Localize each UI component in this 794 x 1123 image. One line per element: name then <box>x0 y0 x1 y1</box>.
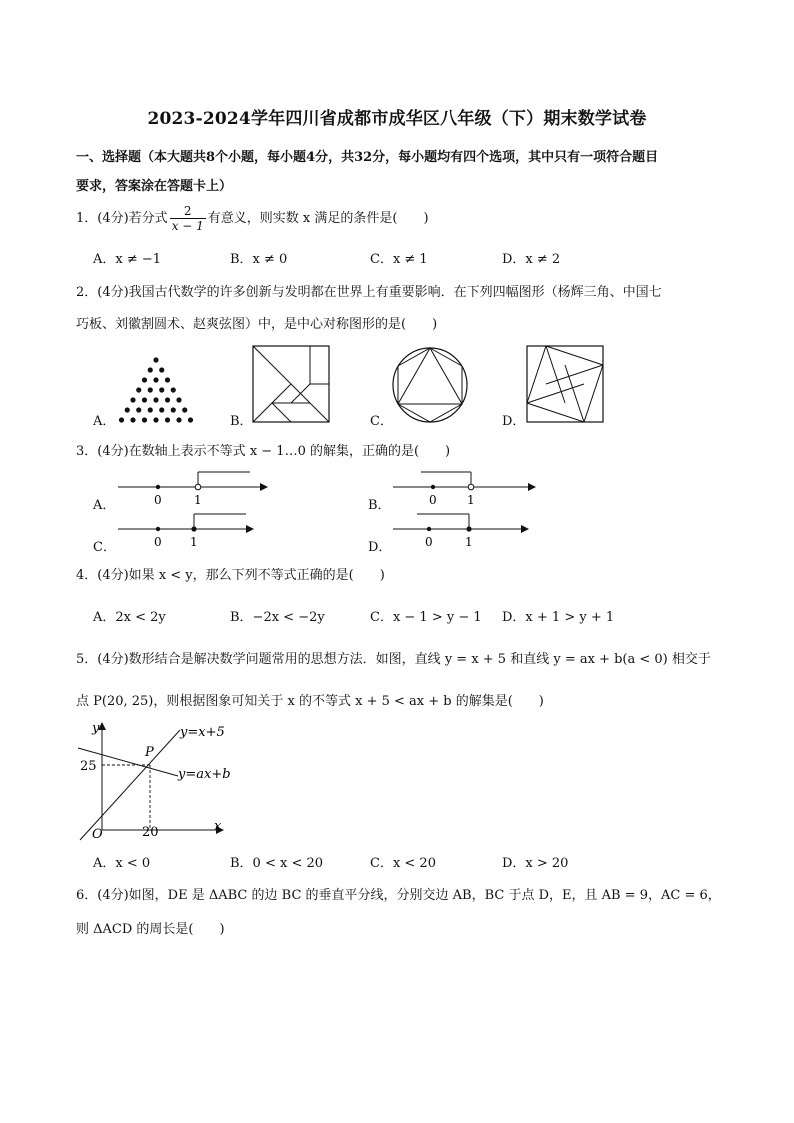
triangle-dot <box>159 407 164 412</box>
triangle-dot <box>165 417 170 422</box>
triangle-dot <box>148 407 153 412</box>
section-heading-line1: 一、选择题（本大题共8个小题，每小题4分，共32分，每小题均有四个选项，其中只有一项符合题目 <box>76 150 659 165</box>
triangle-dot <box>153 377 158 382</box>
q4-option-a: A．2x < 2y <box>93 610 166 625</box>
line2-label: y=ax+b <box>178 767 231 782</box>
triangle-dot <box>130 397 135 402</box>
triangle-dot <box>130 417 135 422</box>
triangle-dot <box>176 417 181 422</box>
yang-hui-triangle-figure <box>116 355 206 425</box>
q4-option-c: C．x − 1 > y − 1 <box>370 610 482 625</box>
triangle-dot <box>148 387 153 392</box>
y-axis-label: y <box>92 721 100 736</box>
q1-suffix: 有意义，则实数 x 满足的条件是( ) <box>207 211 429 226</box>
zhao-shuang-figure <box>526 345 604 423</box>
q5-graph <box>76 718 246 842</box>
q5-option-a: A．x < 0 <box>93 856 151 871</box>
q3-label-c: C． <box>93 540 116 555</box>
q1-prefix: 1．(4分)若分式 <box>76 211 168 226</box>
tick-label-0: 0 <box>154 493 162 507</box>
triangle-dot <box>153 357 158 362</box>
q3-label-b: B． <box>368 498 391 513</box>
tick-label-1: 1 <box>465 535 473 549</box>
page-title: 2023-2024学年四川省成都市成华区八年级（下）期末数学试卷 <box>147 109 647 129</box>
q3-label-a: A． <box>93 498 116 513</box>
origin-label: O <box>92 827 103 842</box>
triangle-dot <box>148 367 153 372</box>
question-6-line1: 6．(4分)如图，DE 是 ΔABC 的边 BC 的垂直平分线，分别交边 AB，BC 于点 D，E，且 AB = 9，AC = 6， <box>76 888 721 903</box>
number-line-a <box>118 468 268 508</box>
q1-fraction <box>170 204 206 233</box>
q1-frac-den: x − 1 <box>171 219 204 233</box>
triangle-dot <box>142 417 147 422</box>
q5-option-b: B．0 < x < 20 <box>230 856 324 871</box>
question-3: 3．(4分)在数轴上表示不等式 x − 1…0 的解集，正确的是( ) <box>76 444 451 459</box>
q2-label-c: C． <box>370 414 393 429</box>
q5-option-d: D．x > 20 <box>502 856 569 871</box>
number-line-b <box>393 468 538 508</box>
triangle-dot <box>153 417 158 422</box>
q5-option-c: C．x < 20 <box>370 856 436 871</box>
tick-label-1: 1 <box>190 535 198 549</box>
question-5-line2: 点 P(20, 25)，则根据图象可知关于 x 的不等式 x + 5 < ax + b 的解集是( ) <box>76 694 544 709</box>
y-tick-25: 25 <box>80 759 97 774</box>
tangram-figure <box>252 345 330 423</box>
question-1 <box>76 204 429 233</box>
triangle-dot <box>153 397 158 402</box>
question-2-line1: 2．(4分)我国古代数学的许多创新与发明都在世界上有重要影响．在下列四幅图形（杨辉三角、中国七 <box>76 285 662 300</box>
triangle-dot <box>159 367 164 372</box>
triangle-dot <box>142 397 147 402</box>
tick-label-1: 1 <box>194 493 202 507</box>
q3-label-d: D． <box>368 540 392 555</box>
q1-option-c: C．x ≠ 1 <box>370 252 428 267</box>
question-6-line2: 则 ΔACD 的周长是( ) <box>76 922 225 937</box>
triangle-dot <box>125 407 130 412</box>
tick-label-1: 1 <box>467 493 475 507</box>
q1-option-a: A．x ≠ −1 <box>93 252 162 267</box>
q4-option-b: B．−2x < −2y <box>230 610 325 625</box>
triangle-dot <box>165 397 170 402</box>
triangle-dot <box>159 387 164 392</box>
triangle-dot <box>136 407 141 412</box>
q4-option-d: D．x + 1 > y + 1 <box>502 610 615 625</box>
question-5-line1: 5．(4分)数形结合是解决数学问题常用的思想方法．如图，直线 y = x + 5 和直线 y = ax + b(a < 0) 相交于 <box>76 652 711 667</box>
triangle-dot <box>165 377 170 382</box>
q2-label-b: B． <box>230 414 253 429</box>
x-tick-20: 20 <box>142 825 159 840</box>
circle-cutting-figure <box>390 345 470 425</box>
number-line-d <box>393 510 538 550</box>
triangle-dot <box>136 387 141 392</box>
number-line-c <box>118 510 263 550</box>
triangle-dot <box>176 397 181 402</box>
triangle-dot <box>171 387 176 392</box>
line1-label: y=x+5 <box>180 725 225 740</box>
triangle-dot <box>119 417 124 422</box>
tick-label-0: 0 <box>425 535 433 549</box>
q2-label-a: A． <box>93 414 116 429</box>
tick-label-0: 0 <box>429 493 437 507</box>
tick-label-0: 0 <box>154 535 162 549</box>
triangle-dot <box>142 377 147 382</box>
triangle-dot <box>182 407 187 412</box>
q1-option-b: B．x ≠ 0 <box>230 252 288 267</box>
question-4: 4．(4分)如果 x < y，那么下列不等式正确的是( ) <box>76 568 385 583</box>
q2-label-d: D． <box>502 414 526 429</box>
triangle-dot <box>171 407 176 412</box>
q1-option-d: D．x ≠ 2 <box>502 252 561 267</box>
q1-frac-num: 2 <box>170 204 206 219</box>
section-heading-line2: 要求，答案涂在答题卡上） <box>76 179 233 194</box>
triangle-dot <box>188 417 193 422</box>
x-axis-label: x <box>214 819 222 834</box>
question-2-line2: 巧板、刘徽割圆术、赵爽弦图）中，是中心对称图形的是( ) <box>76 317 438 332</box>
point-p-label: P <box>145 745 154 760</box>
